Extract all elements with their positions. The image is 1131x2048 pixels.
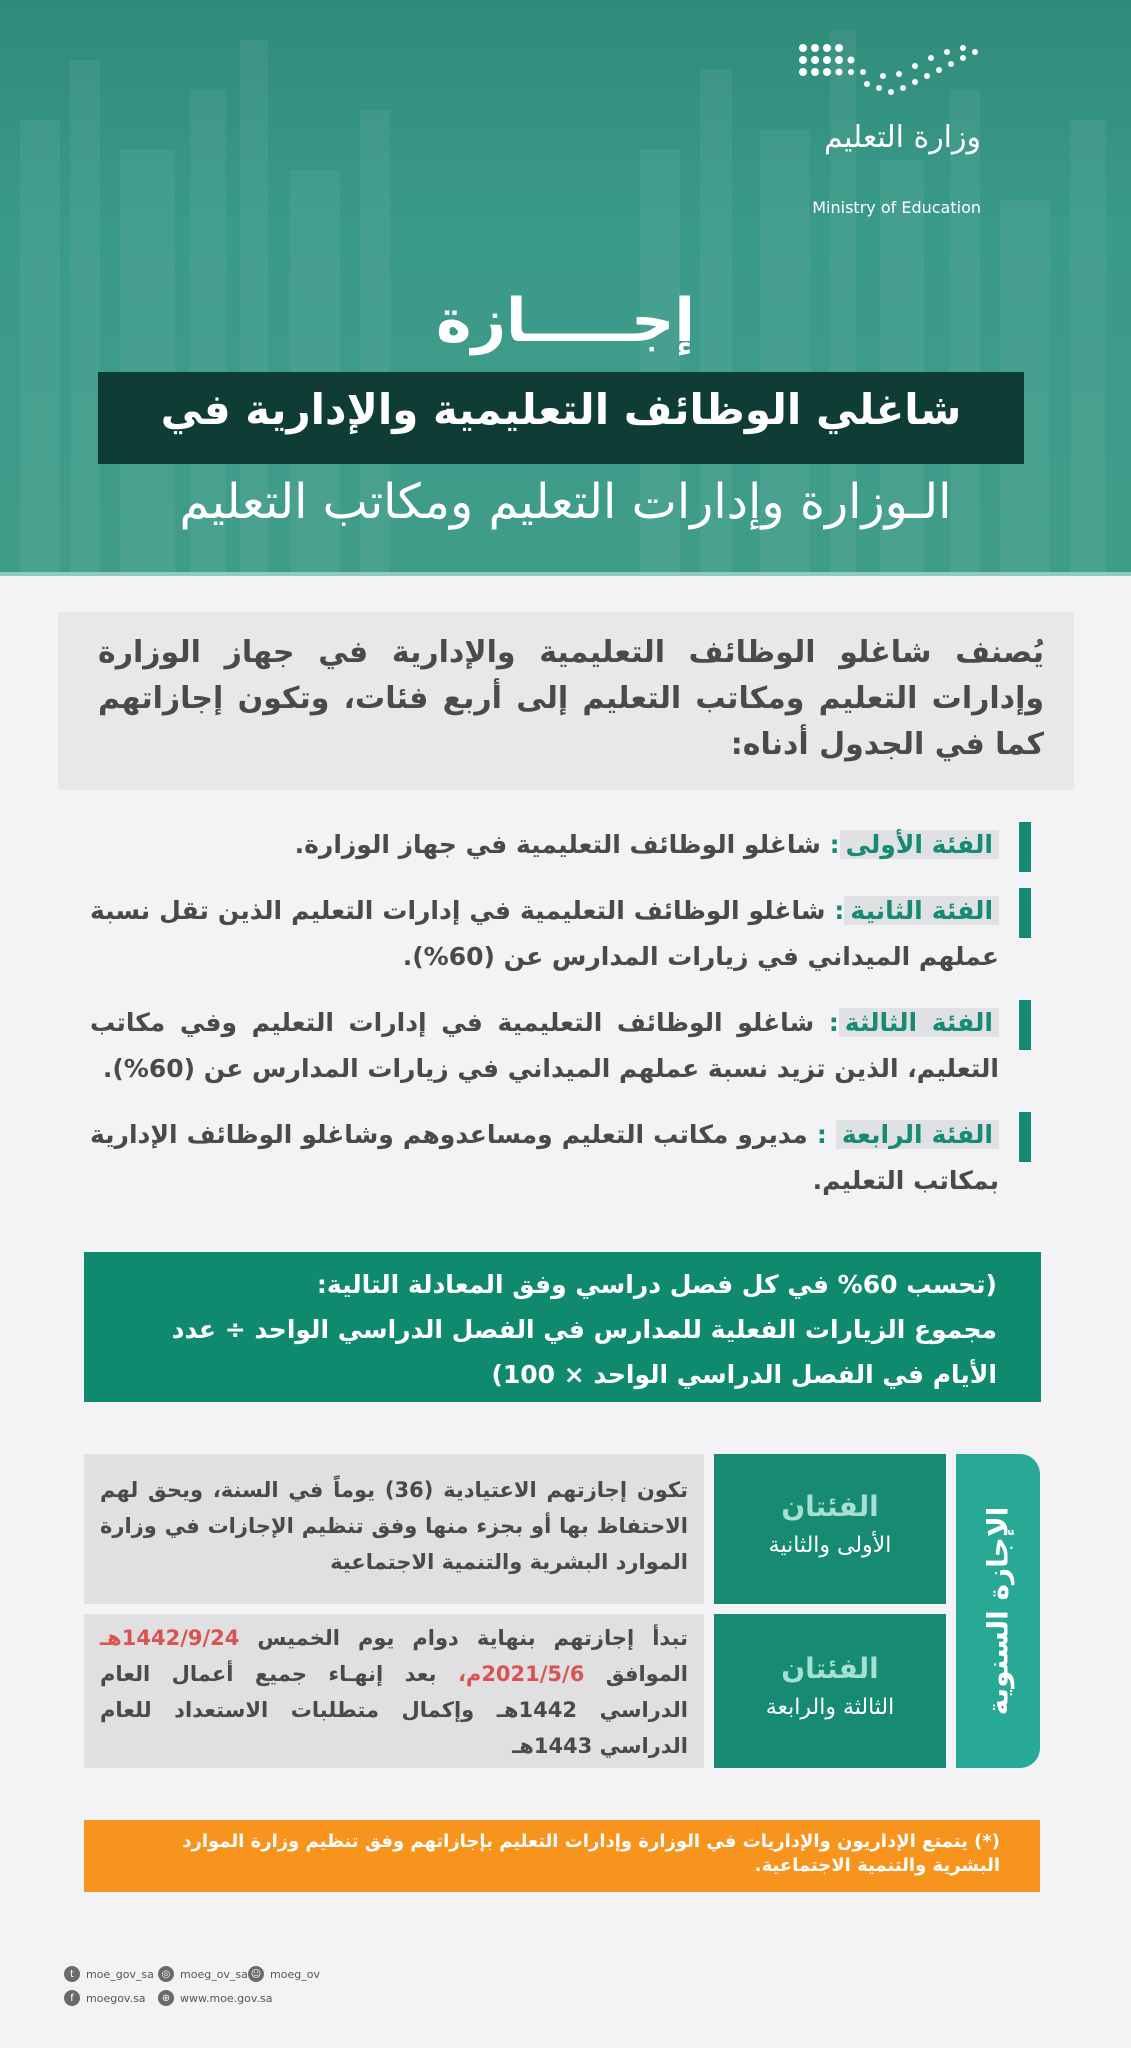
formula-text <box>117 1262 997 1397</box>
table-row-text: تكون إجازتهم الاعتيادية (36) يوماً في السنة، ويحق لهم الاحتفاظ بها أو بجزء منها وفق تنظيم الإجازات في وزارة الموارد البشرية والتنمية الاجتماعية <box>100 1478 689 1574</box>
social-instagram[interactable] <box>158 1966 248 1982</box>
note-box <box>84 1820 1040 1892</box>
category-label: الفئة الرابعة <box>836 1120 999 1149</box>
category-text: الفئة الأولى: شاغلو الوظائف التعليمية في جهاز الوزارة. <box>90 822 999 868</box>
category-group-sub: الثالثة والرابعة <box>765 1695 895 1720</box>
instagram-handle: moeg_ov_sa <box>180 1967 248 1981</box>
category-text: الفئة الثالثة: شاغلو الوظائف التعليمية في إدارات التعليم وفي مكاتب التعليم، الذين تزيد نسبة عملهم الميداني في زيارات المدارس عن (60%). <box>90 1008 999 1083</box>
facebook-handle: moegov.sa <box>86 1991 146 2005</box>
table-row-text <box>84 1614 704 1764</box>
hijri-date: 1442/9/24هـ <box>100 1626 240 1650</box>
logo-english-text: Ministry of Education <box>812 198 981 217</box>
social-facebook[interactable] <box>64 1990 146 2006</box>
category-description: مديرو مكاتب التعليم ومساعدوهم وشاغلو الوظائف الإدارية بمكاتب التعليم. <box>90 1120 999 1195</box>
page-subtitle: شاغلي الوظائف التعليمية والإدارية في <box>160 385 962 434</box>
annual-leave-label <box>956 1454 1040 1768</box>
table-text-cell <box>84 1614 704 1768</box>
category-description: شاغلو الوظائف التعليمية في جهاز الوزارة. <box>294 830 821 859</box>
logo-dots-icon <box>797 42 981 102</box>
category-text: الفئة الثانية: شاغلو الوظائف التعليمية في إدارات التعليم الذين تقل نسبة عملهم الميداني في زيارات المدارس عن (60%). <box>90 896 999 971</box>
snapchat-handle: moeg_ov <box>270 1967 320 1981</box>
category-label: الفئة الثانية <box>844 896 999 925</box>
header-banner <box>0 0 1131 576</box>
formula-box <box>84 1252 1041 1402</box>
category-item <box>90 1112 1031 1208</box>
table-text-cell <box>84 1454 704 1604</box>
row-text-part: بعد إنهـاء جميع أعمال العام الدراسي 1442هـ وإكمال متطلبات الاستعداد للعام الدراسي 1443هـ <box>100 1662 688 1758</box>
category-item <box>90 888 1031 984</box>
category-group-title: الفئتان <box>781 1652 879 1685</box>
page-title: إجـــــازة <box>436 286 695 356</box>
facebook-icon: f <box>64 1990 80 2006</box>
formula-line2: مجموع الزيارات الفعلية للمدارس في الفصل الدراسي الواحد ÷ عدد الأيام في الفصل الدراسي الواحد × 100) <box>171 1315 997 1389</box>
formula-line1: (تحسب 60% في كل فصل دراسي وفق المعادلة التالية: <box>316 1270 997 1299</box>
social-snapchat[interactable] <box>248 1966 320 1982</box>
category-group-sub: الأولى والثانية <box>768 1533 892 1558</box>
category-item <box>90 822 1031 872</box>
table-category-cell <box>714 1454 946 1604</box>
category-item <box>90 1000 1031 1096</box>
website-url: www.moe.gov.sa <box>180 1991 273 2005</box>
header-divider <box>0 572 1131 576</box>
table-category-cell <box>714 1614 946 1768</box>
category-label: الفئة الأولى <box>840 830 999 859</box>
category-group-title: الفئتان <box>781 1490 879 1523</box>
globe-icon: ⊕ <box>158 1990 174 2006</box>
row-text-part: تبدأ إجازتهم بنهاية دوام يوم الخميس <box>239 1626 688 1650</box>
logo-arabic-text: وزارة التعليم <box>823 120 981 155</box>
category-description: شاغلو الوظائف التعليمية في إدارات التعليم وفي مكاتب التعليم، الذين تزيد نسبة عملهم الميداني في زيارات المدارس عن (60%). <box>90 1008 999 1083</box>
category-label: الفئة الثالثة <box>839 1008 999 1037</box>
page-subtitle-line3: الـوزارة وإدارات التعليم ومكاتب التعليم <box>179 474 952 530</box>
gregorian-date: 2021/5/6م، <box>457 1662 585 1686</box>
social-twitter[interactable] <box>64 1966 154 1982</box>
category-marker <box>1019 888 1031 938</box>
social-website[interactable] <box>158 1990 273 2006</box>
category-marker <box>1019 1112 1031 1162</box>
category-marker <box>1019 1000 1031 1050</box>
note-text: (*) يتمتع الإداريون والإداريات في الوزارة وإدارات التعليم بإجازاتهم وفق تنظيم وزارة الموارد البشرية والتنمية الاجتماعية. <box>182 1831 1000 1876</box>
category-description: شاغلو الوظائف التعليمية في إدارات التعليم الذين تقل نسبة عملهم الميداني في زيارات المدارس عن (60%). <box>90 896 999 971</box>
instagram-icon: ◎ <box>158 1966 174 1982</box>
row-text-part: الموافق <box>584 1662 688 1686</box>
twitter-icon: t <box>64 1966 80 1982</box>
category-text: الفئة الرابعة : مديرو مكاتب التعليم ومساعدوهم وشاغلو الوظائف الإدارية بمكاتب التعليم. <box>90 1120 999 1195</box>
annual-leave-text: الإجازة السنوية <box>981 1506 1015 1716</box>
snapchat-icon: ☺ <box>248 1966 264 1982</box>
intro-text: يُصنف شاغلو الوظائف التعليمية والإدارية في جهاز الوزارة وإدارات التعليم ومكاتب التعليم إلى أربع فئات، وتكون إجازاتهم كما في الجدول أدناه: <box>98 635 1044 762</box>
intro-box <box>58 612 1074 790</box>
category-marker <box>1019 822 1031 872</box>
twitter-handle: moe_gov_sa <box>86 1967 154 1981</box>
